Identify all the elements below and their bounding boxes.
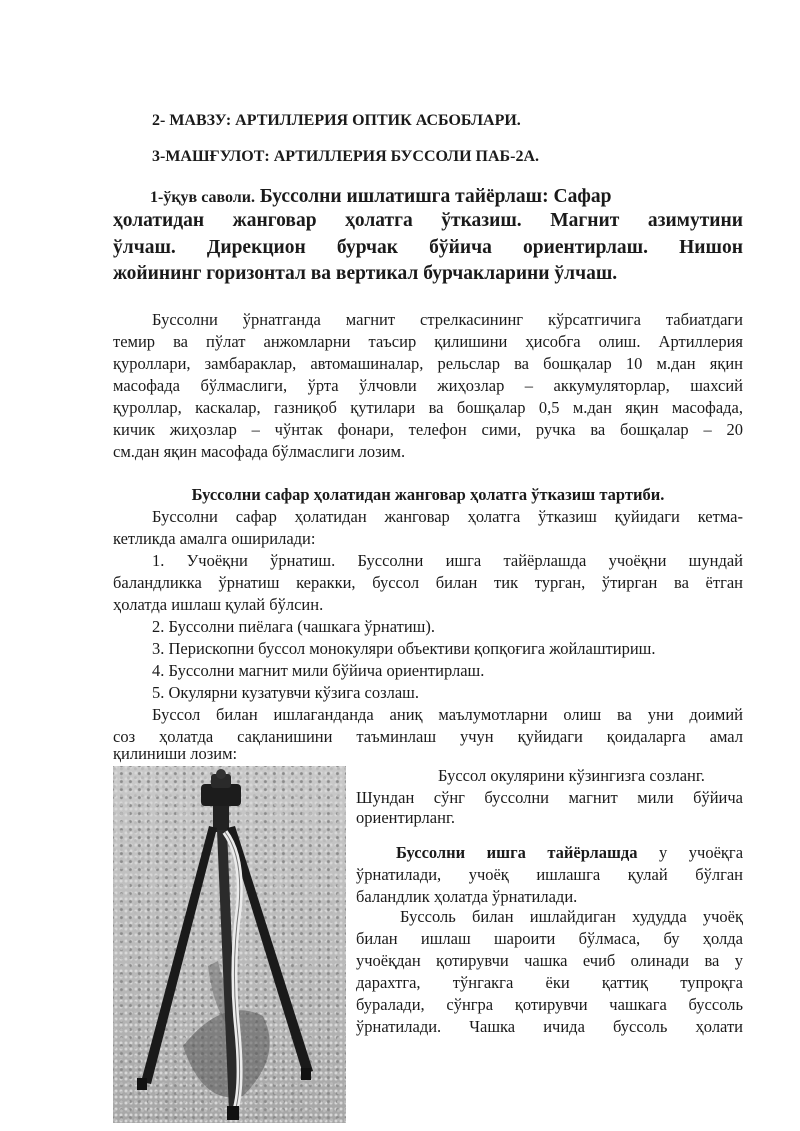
question-text-1: Буссолни ишлатишга тайёрлаш: Сафар: [259, 186, 612, 207]
para3-line-1: Буссол билан ишлаганданда аниқ маълумотларни олиш ва уни доимий: [152, 705, 743, 724]
para3-line-3: қилиниши лозим:: [113, 744, 238, 763]
para1-line-3: қуроллари, замбараклар, автомашиналар, рельслар ва бошқалар 10 м.дан яқин: [113, 354, 743, 373]
step2: 2. Буссолни пиёлага (чашкага ўрнатиш).: [152, 617, 435, 636]
tripod-illustration: [113, 766, 346, 1123]
lesson-heading: 3-МАШҒУЛОТ: АРТИЛЛЕРИЯ БУССОЛИ ПАБ-2А.: [152, 148, 540, 165]
right-para3-line-4: дарахтга, тўнгакга ёки қаттиқ тупроқга: [356, 973, 743, 992]
para3-line-2: соз ҳолатда сақланишини таъминлаш учун қуйидаги қоидаларга амал: [113, 727, 743, 746]
para2-line-2: кетликда амалга оширилади:: [113, 529, 316, 548]
step1-line-3: ҳолатда ишлаш қулай бўлсин.: [113, 595, 324, 614]
section-title: Буссолни сафар ҳолатидан жанговар ҳолатга ўтказиш тартиби.: [191, 485, 665, 504]
question-line-4: жойининг горизонтал ва вертикал бурчакларини ўлчаш.: [113, 263, 618, 284]
right-para2-line-1: [396, 843, 743, 863]
topic-heading: 2- МАВЗУ: АРТИЛЛЕРИЯ ОПТИК АСБОБЛАРИ.: [152, 112, 521, 129]
right-para2-line-3: баландлик ҳолатда ўрнатилади.: [356, 887, 578, 906]
step1-line-1: 1. Учоёқни ўрнатиш. Буссолни ишга тайёрлашда учоёқни шундай: [152, 551, 743, 570]
para1-line-2: темир ва пўлат анжомларни таъсир қилишини ҳисобга олиш. Артиллерия: [113, 332, 743, 351]
para2-line-1: Буссолни сафар ҳолатидан жанговар ҳолатга ўтказиш қуйидаги кетма-: [152, 507, 743, 526]
right-para3-line-6: ўрнатилади. Чашка ичида буссоль ҳолати: [356, 1017, 743, 1036]
question-line-2: ҳолатидан жанговар ҳолатга ўтказиш. Магнит азимутини: [113, 210, 743, 231]
para1-line-5: қуроллар, каскалар, газниқоб қутилари ва бошқалар 0,5 м.дан яқин масофада,: [113, 398, 743, 417]
step3: 3. Перископни буссол монокуляри объективи қопқоғига жойлаштириш.: [152, 639, 656, 658]
right-para1-line-2: Шундан сўнг буссолни магнит мили бўйича: [356, 788, 743, 807]
right-para3-line-3: учоёқдан қотирувчи чашка ечиб олинади ва у: [356, 951, 743, 970]
right-para1-line-1: Буссол окулярини кўзингизга созланг.: [438, 766, 705, 785]
right-para3-line-2: билан ишлаш шароити бўлмаса, бу ҳолда: [356, 929, 743, 948]
right-para2-line-2: ўрнатилади, учоёқ ишлашга қулай бўлган: [356, 865, 743, 884]
right-para2-bold: Буссолни ишга тайёрлашда: [396, 843, 638, 862]
para1-line-7: см.дан яқин масофада бўлмаслиги лозим.: [113, 442, 406, 461]
step4: 4. Буссолни магнит мили бўйича ориентирлаш.: [152, 661, 485, 680]
right-para2-rest: у учоёқга: [659, 843, 743, 862]
step5: 5. Окулярни кузатувчи кўзига созлаш.: [152, 683, 419, 702]
right-para3-line-5: буралади, сўнгра қотирувчи чашкага буссоль: [356, 995, 743, 1014]
step1-line-2: баландликка ўрнатиш керакки, буссол билан тик турган, ўтирган ва ётган: [113, 573, 743, 592]
question-line-3: ўлчаш. Дирекцион бурчак бўйича ориентирлаш. Нишон: [113, 237, 743, 258]
tripod-compass-photo: [113, 766, 346, 1123]
para1-line-4: масофада бўлмаслиги, ўрта ўлчовли жиҳозлар – аккумуляторлар, шахсий: [113, 376, 743, 395]
question-line-1: [113, 184, 743, 211]
para1-line-1: Буссолни ўрнатганда магнит стрелкасининг кўрсатгичига табиатдаги: [152, 310, 743, 329]
right-para1-line-3: ориентирланг.: [356, 808, 455, 827]
para1-line-6: кичик жиҳозлар – чўнтак фонари, телефон сими, ручка ва бошқалар – 20: [113, 420, 743, 439]
question-prefix: 1-ўқув саволи.: [150, 189, 255, 206]
right-para3-line-1: Буссоль билан ишлайдиган худудда учоёқ: [400, 907, 743, 926]
